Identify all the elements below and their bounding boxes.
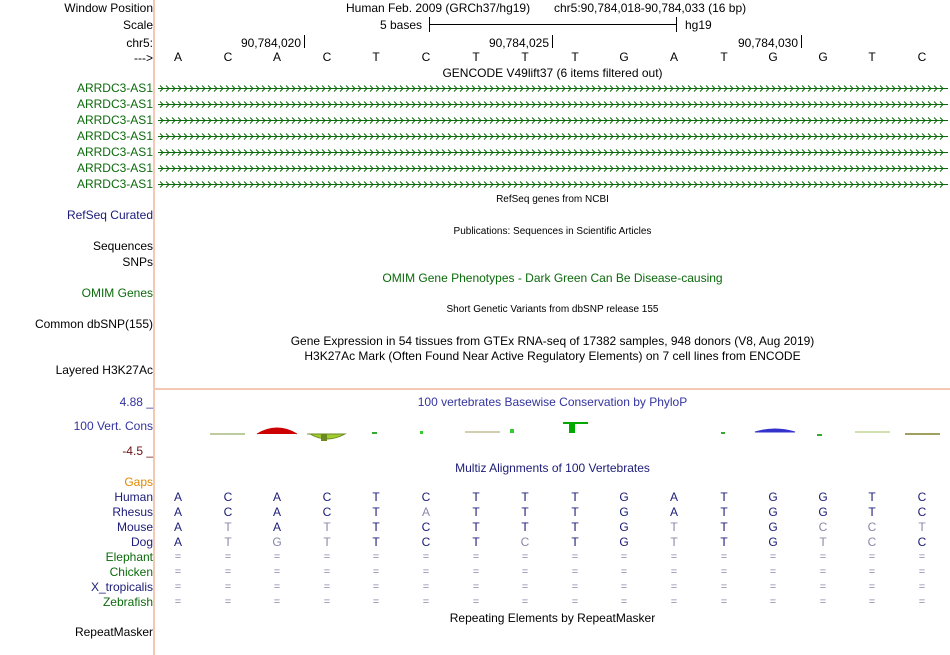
alignment-base: = <box>273 596 281 608</box>
alignment-base: = <box>720 566 728 578</box>
alignment-base: = <box>323 566 331 578</box>
alignment-base: = <box>769 581 777 593</box>
alignment-base: T <box>472 520 480 534</box>
h3k27ac-track-label[interactable]: Layered H3K27Ac <box>55 363 153 377</box>
alignment-base: = <box>372 596 380 608</box>
gencode-transcript-line[interactable] <box>158 100 948 109</box>
ruler-base: G <box>619 50 629 64</box>
alignment-base: = <box>422 551 430 563</box>
alignment-base: = <box>720 581 728 593</box>
label-column-divider <box>153 0 155 655</box>
alignment-base: C <box>421 520 431 534</box>
alignment-base: T <box>571 535 579 549</box>
alignment-base: = <box>670 551 678 563</box>
gtex-track-title: Gene Expression in 54 tissues from GTEx RNA-seq of 17382 samples, 948 donors (V8, Aug 2019) <box>290 334 815 348</box>
conservation-track-label[interactable]: 100 Vert. Cons <box>73 419 153 433</box>
assembly-title: Human Feb. 2009 (GRCh37/hg19) <box>346 1 531 15</box>
cons-mark-3 <box>372 432 377 434</box>
scale-text: 5 bases <box>380 18 423 32</box>
alignment-base: = <box>868 581 876 593</box>
species-label[interactable]: Rhesus <box>112 505 153 519</box>
alignment-base: = <box>868 566 876 578</box>
alignment-base: A <box>173 535 182 549</box>
alignment-base: T <box>521 505 529 519</box>
alignment-base: T <box>521 490 529 504</box>
alignment-base: T <box>720 535 728 549</box>
alignment-base: T <box>224 520 232 534</box>
species-label[interactable]: Zebrafish <box>102 595 153 609</box>
alignment-base: C <box>421 490 431 504</box>
species-label[interactable]: Chicken <box>109 565 153 579</box>
alignment-base: = <box>273 551 281 563</box>
cons-spike-green-bar <box>569 422 575 433</box>
alignment-base: = <box>422 566 430 578</box>
omim-track-title: OMIM Gene Phenotypes - Dark Green Can Be Disease-causing <box>382 271 723 285</box>
alignment-base: C <box>322 505 332 519</box>
ruler-base: G <box>818 50 828 64</box>
alignment-base: = <box>521 551 529 563</box>
gencode-transcript-line[interactable] <box>158 84 948 93</box>
scale-bar <box>429 17 677 33</box>
ruler-base: T <box>372 50 380 64</box>
conservation-wiggle <box>155 415 950 445</box>
cons-spike-green <box>563 422 588 424</box>
alignment-base: A <box>421 505 430 519</box>
alignment-base: = <box>720 551 728 563</box>
alignment-base: A <box>669 505 678 519</box>
gencode-transcript-line[interactable] <box>158 132 948 141</box>
position-readout: chr5:90,784,018-90,784,033 (16 bp) <box>554 1 747 15</box>
alignment-base: T <box>472 535 480 549</box>
repeatmasker-track-label[interactable]: RepeatMasker <box>74 625 153 639</box>
alignment-base: C <box>421 535 431 549</box>
ruler-base: T <box>868 50 876 64</box>
ruler-tick-mark <box>304 35 305 48</box>
ruler-base: T <box>720 50 728 64</box>
alignment-base: = <box>372 581 380 593</box>
gaps-label: Gaps <box>124 475 153 489</box>
alignment-base: T <box>571 520 579 534</box>
scale-db: hg19 <box>685 18 712 32</box>
refseq-track-label[interactable]: RefSeq Curated <box>66 208 153 222</box>
dbsnp-track-label[interactable]: Common dbSNP(155) <box>34 317 153 331</box>
alignment-base: A <box>272 520 281 534</box>
ruler-tick-label: 90,784,020 <box>240 36 301 50</box>
ruler-base: T <box>521 50 529 64</box>
ruler-base: T <box>472 50 480 64</box>
alignment-base: = <box>323 551 331 563</box>
ruler-tick-label: 90,784,030 <box>737 36 798 50</box>
alignment-base: G <box>818 490 828 504</box>
alignment-base: = <box>571 566 579 578</box>
gencode-item-label[interactable]: ARRDC3-AS1 <box>76 129 153 143</box>
alignment-base: = <box>224 581 232 593</box>
alignment-base: = <box>174 566 182 578</box>
alignment-base: C <box>917 505 927 519</box>
alignment-base: C <box>867 535 877 549</box>
alignment-base: = <box>620 566 628 578</box>
alignment-base: G <box>619 505 629 519</box>
conservation-max-label: 4.88 _ <box>119 395 153 409</box>
cons-mark-9 <box>817 434 822 436</box>
alignment-base: C <box>917 490 927 504</box>
alignment-base: G <box>272 535 282 549</box>
alignment-base: = <box>918 566 926 578</box>
alignment-base: = <box>918 551 926 563</box>
scale-label: Scale <box>122 18 153 32</box>
alignment-base: = <box>323 581 331 593</box>
alignment-base: C <box>818 520 828 534</box>
ruler-base: A <box>669 50 678 64</box>
alignment-base: G <box>768 520 778 534</box>
alignment-base: = <box>323 596 331 608</box>
cons-dip-green <box>310 434 345 439</box>
window-position-label: Window Position <box>64 1 153 15</box>
alignment-base: = <box>422 581 430 593</box>
alignment-base: A <box>669 490 678 504</box>
alignment-base: A <box>173 520 182 534</box>
alignment-base: = <box>769 551 777 563</box>
gencode-item-label[interactable]: ARRDC3-AS1 <box>76 113 153 127</box>
alignment-base: = <box>819 551 827 563</box>
alignment-base: T <box>868 505 876 519</box>
alignment-base: = <box>670 566 678 578</box>
h3k27ac-track-title: H3K27Ac Mark (Often Found Near Active Regulatory Elements) on 7 cell lines from ENCODE <box>304 349 801 363</box>
alignment-base: = <box>819 581 827 593</box>
gencode-transcript-line[interactable] <box>158 116 948 125</box>
species-label[interactable]: Dog <box>130 535 153 549</box>
alignment-base: = <box>472 596 480 608</box>
alignment-base: = <box>620 551 628 563</box>
chrom-label: chr5: <box>126 36 153 50</box>
alignment-base: = <box>224 551 232 563</box>
gencode-item-label[interactable]: ARRDC3-AS1 <box>76 145 153 159</box>
omim-track-label[interactable]: OMIM Genes <box>81 286 153 300</box>
alignment-base: = <box>174 551 182 563</box>
gencode-transcript-line[interactable] <box>158 148 948 157</box>
gencode-item-label[interactable]: ARRDC3-AS1 <box>76 81 153 95</box>
strand-label: ---> <box>134 51 153 65</box>
alignment-base: T <box>819 535 827 549</box>
alignment-base: C <box>917 535 927 549</box>
ruler-base: C <box>322 50 332 64</box>
alignment-base: T <box>323 535 331 549</box>
snps-track-label[interactable]: SNPs <box>122 255 153 269</box>
multiz-track-title: Multiz Alignments of 100 Vertebrates <box>455 461 650 475</box>
dbsnp-track-title: Short Genetic Variants from dbSNP release 155 <box>446 304 659 315</box>
species-label[interactable]: Mouse <box>116 520 153 534</box>
alignment-base: G <box>619 535 629 549</box>
refseq-track-title: RefSeq genes from NCBI <box>496 194 609 205</box>
alignment-base: = <box>472 551 480 563</box>
ruler-base: T <box>571 50 579 64</box>
repeatmasker-track-title: Repeating Elements by RepeatMasker <box>449 611 656 625</box>
alignment-base: T <box>670 535 678 549</box>
alignment-base: A <box>272 505 281 519</box>
alignment-base: T <box>472 505 480 519</box>
alignment-base: = <box>670 581 678 593</box>
alignment-base: = <box>868 596 876 608</box>
alignment-base: A <box>272 490 281 504</box>
alignment-base: T <box>571 490 579 504</box>
alignment-base: = <box>620 581 628 593</box>
ruler-base: A <box>272 50 281 64</box>
alignment-base: = <box>571 581 579 593</box>
alignment-base: T <box>372 535 380 549</box>
alignment-base: G <box>818 505 828 519</box>
alignment-base: = <box>769 596 777 608</box>
alignment-base: = <box>720 596 728 608</box>
alignment-base: = <box>224 596 232 608</box>
alignment-base: = <box>472 581 480 593</box>
alignment-base: T <box>868 490 876 504</box>
alignment-base: T <box>571 505 579 519</box>
alignment-base: = <box>521 566 529 578</box>
alignment-base: C <box>223 490 233 504</box>
ruler-base: C <box>223 50 233 64</box>
alignment-base: = <box>819 566 827 578</box>
alignment-base: = <box>174 596 182 608</box>
conservation-track-title: 100 vertebrates Basewise Conservation by PhyloP <box>417 395 688 409</box>
species-label[interactable]: Elephant <box>105 550 153 564</box>
gencode-item-label[interactable]: ARRDC3-AS1 <box>76 97 153 111</box>
alignment-base: C <box>223 505 233 519</box>
alignment-base: T <box>372 505 380 519</box>
alignment-base: = <box>571 551 579 563</box>
alignment-base: G <box>768 505 778 519</box>
alignment-base: = <box>472 566 480 578</box>
alignment-base: = <box>819 596 827 608</box>
species-label[interactable]: X_tropicalis <box>90 580 153 594</box>
alignment-base: C <box>520 535 530 549</box>
alignment-base: T <box>472 490 480 504</box>
alignment-base: T <box>372 490 380 504</box>
ruler-tick-mark <box>552 35 553 48</box>
alignment-base: G <box>768 535 778 549</box>
ruler-base: G <box>768 50 778 64</box>
cons-mark-7 <box>721 432 725 434</box>
alignment-base: T <box>224 535 232 549</box>
cons-mark-4 <box>420 431 423 434</box>
ruler-tick-label: 90,784,025 <box>488 36 549 50</box>
conservation-min-label: -4.5 _ <box>122 444 153 458</box>
ruler-base: A <box>173 50 182 64</box>
alignment-base: = <box>372 566 380 578</box>
gencode-track-title: GENCODE V49lift37 (6 items filtered out) <box>442 66 663 80</box>
cons-peak-red <box>257 428 297 434</box>
alignment-base: = <box>769 566 777 578</box>
alignment-base: = <box>670 596 678 608</box>
gencode-item-label[interactable]: ARRDC3-AS1 <box>76 161 153 175</box>
publications-track-title: Publications: Sequences in Scientific Articles <box>453 226 652 237</box>
gencode-item-label[interactable]: ARRDC3-AS1 <box>76 177 153 191</box>
alignment-base: = <box>521 596 529 608</box>
alignment-base: = <box>918 596 926 608</box>
alignment-base: T <box>918 520 926 534</box>
alignment-base: C <box>867 520 877 534</box>
alignment-base: G <box>619 520 629 534</box>
gencode-transcript-line[interactable] <box>158 180 948 189</box>
alignment-base: = <box>521 581 529 593</box>
alignment-base: T <box>323 520 331 534</box>
alignment-base: T <box>372 520 380 534</box>
alignment-base: = <box>571 596 579 608</box>
alignment-base: T <box>720 520 728 534</box>
sequences-track-label[interactable]: Sequences <box>92 239 153 253</box>
gencode-transcript-line[interactable] <box>158 164 948 173</box>
track-separator <box>155 388 950 390</box>
alignment-base: = <box>273 566 281 578</box>
alignment-base: T <box>670 520 678 534</box>
ruler-base: C <box>917 50 927 64</box>
alignment-base: = <box>620 596 628 608</box>
alignment-base: = <box>918 581 926 593</box>
ruler-tick-mark <box>801 35 802 48</box>
species-label[interactable]: Human <box>114 490 153 504</box>
alignment-base: = <box>224 566 232 578</box>
alignment-base: A <box>173 505 182 519</box>
alignment-base: T <box>720 505 728 519</box>
cons-mark-5 <box>510 429 514 433</box>
alignment-base: = <box>422 596 430 608</box>
alignment-base: = <box>273 581 281 593</box>
alignment-base: A <box>173 490 182 504</box>
alignment-base: G <box>619 490 629 504</box>
alignment-base: = <box>372 551 380 563</box>
alignment-base: = <box>868 551 876 563</box>
alignment-base: C <box>322 490 332 504</box>
cons-dip-marker <box>321 434 327 441</box>
ruler-base: C <box>421 50 431 64</box>
alignment-base: T <box>720 490 728 504</box>
alignment-base: = <box>174 581 182 593</box>
alignment-base: T <box>521 520 529 534</box>
alignment-base: G <box>768 490 778 504</box>
cons-blue-peak <box>755 429 795 432</box>
